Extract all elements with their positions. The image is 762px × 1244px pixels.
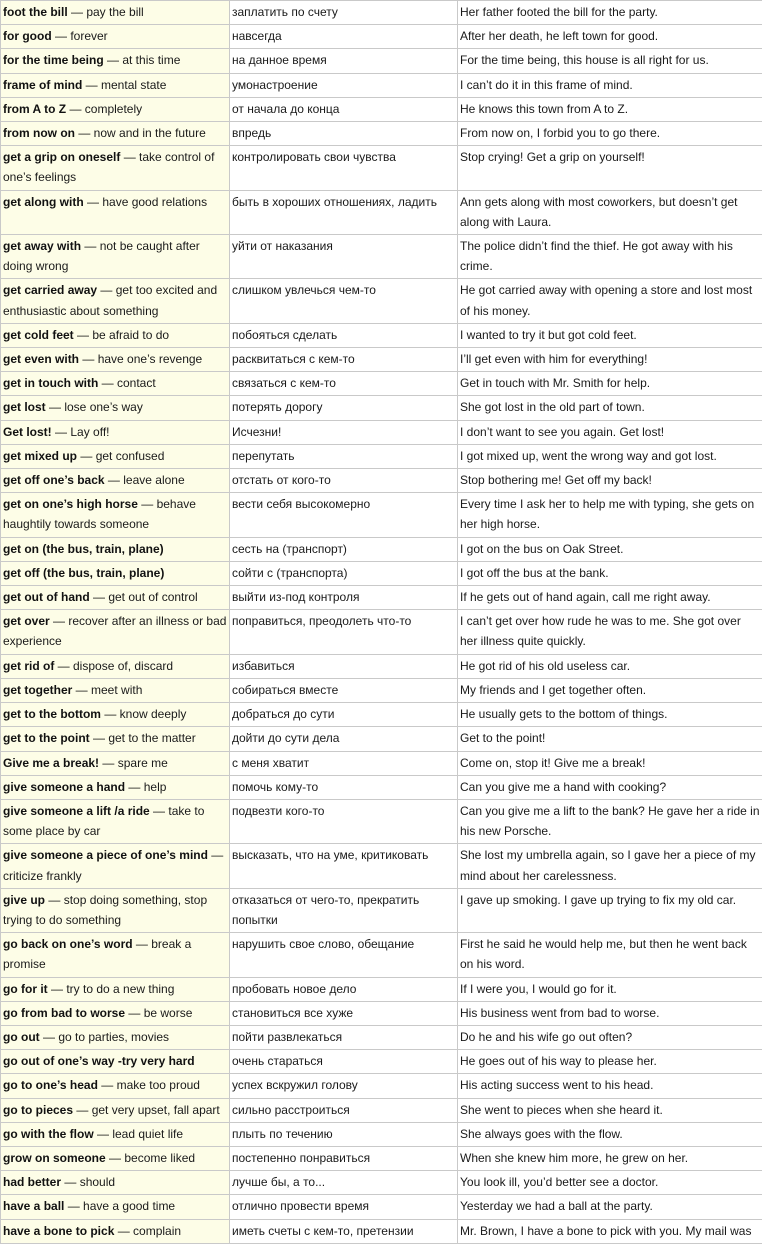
table-row — [1, 703, 762, 727]
idiom-cell — [1, 888, 230, 932]
idiom-meaning: mental state — [101, 78, 166, 92]
idiom-cell — [1, 444, 230, 468]
translation-cell: поправиться, преодолеть что-то — [230, 610, 458, 654]
example-cell: Stop crying! Get a grip on yourself! — [458, 146, 762, 190]
idiom-phrase: frame of mind — [3, 78, 82, 92]
idiom-meaning: at this time — [122, 53, 180, 67]
table-row — [1, 1171, 762, 1195]
translation-cell: отстать от кого-то — [230, 469, 458, 493]
table-row — [1, 493, 762, 537]
example-cell: If I were you, I would go for it. — [458, 977, 762, 1001]
example-cell: Stop bothering me! Get off my back! — [458, 469, 762, 493]
idiom-cell — [1, 122, 230, 146]
table-row — [1, 775, 762, 799]
dash-separator: — — [138, 497, 157, 511]
dash-separator: — — [77, 449, 96, 463]
idiom-cell — [1, 751, 230, 775]
idiom-cell — [1, 537, 230, 561]
table-row — [1, 888, 762, 932]
example-cell: You look ill, you’d better see a doctor. — [458, 1171, 762, 1195]
idiom-phrase: go with the flow — [3, 1127, 94, 1141]
example-cell: My friends and I get together often. — [458, 678, 762, 702]
idiom-cell — [1, 1025, 230, 1049]
idiom-phrase: get a grip on oneself — [3, 150, 120, 164]
dash-separator: — — [105, 473, 124, 487]
idiom-phrase: from A to Z — [3, 102, 66, 116]
dash-separator: — — [52, 29, 71, 43]
idiom-cell — [1, 775, 230, 799]
translation-cell: сесть на (транспорт) — [230, 537, 458, 561]
idiom-cell — [1, 25, 230, 49]
table-row — [1, 469, 762, 493]
translation-cell: помочь кому-то — [230, 775, 458, 799]
dash-separator: — — [90, 731, 109, 745]
idiom-cell — [1, 610, 230, 654]
dash-separator: — — [52, 425, 71, 439]
example-cell: He got carried away with opening a store and lost most of his money. — [458, 279, 762, 323]
dash-separator: — — [46, 400, 65, 414]
idiom-meaning: help — [144, 780, 167, 794]
idiom-meaning: stop doing something, stop trying to do something — [3, 893, 207, 927]
table-row — [1, 933, 762, 977]
example-cell: Her father footed the bill for the party. — [458, 1, 762, 25]
dash-separator: — — [61, 1175, 80, 1189]
idiom-meaning: make too proud — [117, 1078, 200, 1092]
idiom-cell — [1, 1146, 230, 1170]
dash-separator: — — [40, 1030, 59, 1044]
table-row — [1, 1195, 762, 1219]
translation-cell: связаться с кем-то — [230, 372, 458, 396]
example-cell: After her death, he left town for good. — [458, 25, 762, 49]
idiom-meaning: lead quiet life — [112, 1127, 183, 1141]
idiom-meaning: become liked — [124, 1151, 195, 1165]
idiom-phrase: foot the bill — [3, 5, 68, 19]
example-cell: I got off the bus at the bank. — [458, 561, 762, 585]
idiom-phrase: get out of hand — [3, 590, 90, 604]
idiom-phrase: give someone a lift /a ride — [3, 804, 150, 818]
dash-separator: — — [72, 683, 91, 697]
idiom-meaning: take control of one’s feelings — [3, 150, 214, 184]
idiom-phrase: get to the point — [3, 731, 90, 745]
idiom-meaning: take to some place by car — [3, 804, 204, 838]
idiom-meaning: break a promise — [3, 937, 191, 971]
table-row — [1, 372, 762, 396]
idiom-cell — [1, 844, 230, 888]
dash-separator: — — [81, 239, 100, 253]
translation-cell: отлично провести время — [230, 1195, 458, 1219]
table-row — [1, 444, 762, 468]
table-row — [1, 586, 762, 610]
idiom-cell — [1, 420, 230, 444]
example-cell: The police didn’t find the thief. He got away with his crime. — [458, 235, 762, 279]
table-row — [1, 727, 762, 751]
example-cell: Do he and his wife go out often? — [458, 1025, 762, 1049]
idiom-cell — [1, 1171, 230, 1195]
idiom-cell — [1, 933, 230, 977]
idiom-cell — [1, 190, 230, 234]
example-cell: She went to pieces when she heard it. — [458, 1098, 762, 1122]
idiom-meaning: behave haughtily towards someone — [3, 497, 196, 531]
idiom-phrase: get mixed up — [3, 449, 77, 463]
table-row — [1, 420, 762, 444]
translation-cell: избавиться — [230, 654, 458, 678]
idiom-meaning: dispose of, discard — [73, 659, 173, 673]
idiom-meaning: forever — [70, 29, 107, 43]
idiom-meaning: try to do a new thing — [66, 982, 174, 996]
idiom-phrase: get on one’s high horse — [3, 497, 138, 511]
idiom-cell — [1, 372, 230, 396]
idiom-phrase: go to pieces — [3, 1103, 73, 1117]
idiom-meaning: have a good time — [83, 1199, 175, 1213]
idiom-phrase: get even with — [3, 352, 79, 366]
example-cell: He knows this town from A to Z. — [458, 97, 762, 121]
idiom-phrase: get over — [3, 614, 50, 628]
idiom-phrase: give someone a hand — [3, 780, 125, 794]
idiom-cell — [1, 493, 230, 537]
example-cell: From now on, I forbid you to go there. — [458, 122, 762, 146]
table-row — [1, 1, 762, 25]
dash-separator: — — [66, 102, 85, 116]
idiom-meaning: lose one’s way — [64, 400, 143, 414]
dash-separator: — — [98, 1078, 117, 1092]
translation-cell: становиться все хуже — [230, 1001, 458, 1025]
example-cell: She always goes with the flow. — [458, 1122, 762, 1146]
idiom-meaning: get too excited and enthusiastic about something — [3, 283, 217, 317]
dash-separator: — — [90, 590, 109, 604]
idiom-phrase: grow on someone — [3, 1151, 106, 1165]
idiom-phrase: go out — [3, 1030, 40, 1044]
translation-cell: впредь — [230, 122, 458, 146]
example-cell: I can’t do it in this frame of mind. — [458, 73, 762, 97]
idiom-meaning: leave alone — [123, 473, 184, 487]
idiom-phrase: get carried away — [3, 283, 97, 297]
example-cell: Get in touch with Mr. Smith for help. — [458, 372, 762, 396]
dash-separator: — — [125, 780, 144, 794]
idiom-cell — [1, 323, 230, 347]
dash-separator: — — [75, 126, 94, 140]
idiom-meaning: meet with — [91, 683, 142, 697]
table-row — [1, 25, 762, 49]
example-cell: For the time being, this house is all right for us. — [458, 49, 762, 73]
idiom-cell — [1, 73, 230, 97]
idiom-phrase: from now on — [3, 126, 75, 140]
table-row — [1, 279, 762, 323]
idiom-cell — [1, 586, 230, 610]
table-row — [1, 537, 762, 561]
translation-cell: высказать, что на уме, критиковать — [230, 844, 458, 888]
translation-cell: лучше бы, а то... — [230, 1171, 458, 1195]
idiom-phrase: go out of one’s way -try very hard — [3, 1054, 195, 1068]
translation-cell: отказаться от чего-то, прекратить попытки — [230, 888, 458, 932]
translation-cell: контролировать свои чувства — [230, 146, 458, 190]
translation-cell: успех вскружил голову — [230, 1074, 458, 1098]
table-row — [1, 1219, 762, 1243]
idiom-phrase: get together — [3, 683, 72, 697]
table-row — [1, 1146, 762, 1170]
example-cell: Ann gets along with most coworkers, but doesn’t get along with Laura. — [458, 190, 762, 234]
example-cell: His acting success went to his head. — [458, 1074, 762, 1098]
translation-cell: сильно расстроиться — [230, 1098, 458, 1122]
table-row — [1, 190, 762, 234]
dash-separator: — — [125, 1006, 144, 1020]
dash-separator: — — [98, 376, 117, 390]
translation-cell: очень стараться — [230, 1050, 458, 1074]
idiom-cell — [1, 1195, 230, 1219]
idiom-cell — [1, 1, 230, 25]
translation-cell: выйти из-под контроля — [230, 586, 458, 610]
table-row — [1, 73, 762, 97]
idiom-cell — [1, 1001, 230, 1025]
example-cell: Come on, stop it! Give me a break! — [458, 751, 762, 775]
example-cell: Can you give me a lift to the bank? He gave her a ride in his new Porsche. — [458, 799, 762, 843]
idiom-cell — [1, 146, 230, 190]
idiom-meaning: Lay off! — [70, 425, 109, 439]
dash-separator: — — [97, 283, 116, 297]
table-row — [1, 610, 762, 654]
idiom-cell — [1, 678, 230, 702]
translation-cell: с меня хватит — [230, 751, 458, 775]
translation-cell: иметь счеты с кем-то, претензии — [230, 1219, 458, 1243]
table-row — [1, 1025, 762, 1049]
idiom-meaning: not be caught after doing wrong — [3, 239, 200, 273]
idiom-cell — [1, 279, 230, 323]
table-row — [1, 348, 762, 372]
idiom-phrase: get rid of — [3, 659, 54, 673]
dash-separator: — — [79, 352, 98, 366]
idiom-phrase: get off (the bus, train, plane) — [3, 566, 164, 580]
table-row — [1, 323, 762, 347]
idiom-cell — [1, 561, 230, 585]
example-cell: Every time I ask her to help me with typing, she gets on her high horse. — [458, 493, 762, 537]
translation-cell: заплатить по счету — [230, 1, 458, 25]
translation-cell: вести себя высокомерно — [230, 493, 458, 537]
idiom-meaning: completely — [85, 102, 142, 116]
idiom-phrase: get on (the bus, train, plane) — [3, 542, 164, 556]
idiom-phrase: give up — [3, 893, 45, 907]
idiom-meaning: get to the matter — [108, 731, 195, 745]
dash-separator: — — [74, 328, 93, 342]
idiom-phrase: give someone a piece of one’s mind — [3, 848, 208, 862]
idiom-meaning: should — [80, 1175, 115, 1189]
idiom-meaning: spare me — [118, 756, 168, 770]
idiom-phrase: get lost — [3, 400, 46, 414]
translation-cell: слишком увлечься чем-то — [230, 279, 458, 323]
table-row — [1, 1098, 762, 1122]
example-cell: I can’t get over how rude he was to me. She got over her illness quite quickly. — [458, 610, 762, 654]
idiom-cell — [1, 654, 230, 678]
example-cell: She got lost in the old part of town. — [458, 396, 762, 420]
idiom-phrase: get off one’s back — [3, 473, 105, 487]
idiom-phrase: go to one’s head — [3, 1078, 98, 1092]
idiom-cell — [1, 799, 230, 843]
idiom-cell — [1, 1074, 230, 1098]
table-row — [1, 122, 762, 146]
idiom-meaning: get out of control — [108, 590, 197, 604]
translation-cell: на данное время — [230, 49, 458, 73]
example-cell: Can you give me a hand with cooking? — [458, 775, 762, 799]
idiom-phrase: have a ball — [3, 1199, 64, 1213]
translation-cell: навсегда — [230, 25, 458, 49]
table-row — [1, 799, 762, 843]
dash-separator: — — [106, 1151, 125, 1165]
table-row — [1, 678, 762, 702]
idiom-meaning: go to parties, movies — [58, 1030, 169, 1044]
dash-separator: — — [208, 848, 223, 862]
example-cell: Get to the point! — [458, 727, 762, 751]
translation-cell: Исчезни! — [230, 420, 458, 444]
dash-separator: — — [45, 893, 64, 907]
idiom-cell — [1, 235, 230, 279]
dash-separator: — — [48, 982, 67, 996]
idiom-phrase: had better — [3, 1175, 61, 1189]
idiom-phrase: get to the bottom — [3, 707, 101, 721]
dash-separator: — — [68, 5, 87, 19]
dash-separator: — — [150, 804, 169, 818]
example-cell: She lost my umbrella again, so I gave her a piece of my mind about her carelessness. — [458, 844, 762, 888]
dash-separator: — — [64, 1199, 83, 1213]
idiom-phrase: go back on one’s word — [3, 937, 133, 951]
idiom-phrase: go from bad to worse — [3, 1006, 125, 1020]
example-cell: He got rid of his old useless car. — [458, 654, 762, 678]
table-row — [1, 97, 762, 121]
idiom-meaning: know deeply — [120, 707, 187, 721]
idiom-meaning: get confused — [96, 449, 165, 463]
translation-cell: подвезти кого-то — [230, 799, 458, 843]
idiom-cell — [1, 97, 230, 121]
example-cell: When she knew him more, he grew on her. — [458, 1146, 762, 1170]
idiom-cell — [1, 703, 230, 727]
dash-separator: — — [104, 53, 123, 67]
table-row — [1, 844, 762, 888]
idiom-meaning: have good relations — [102, 195, 207, 209]
translation-cell: умонастроение — [230, 73, 458, 97]
idiom-meaning: recover after an illness or bad experience — [3, 614, 226, 648]
example-cell: His business went from bad to worse. — [458, 1001, 762, 1025]
dash-separator: — — [54, 659, 73, 673]
translation-cell: плыть по течению — [230, 1122, 458, 1146]
translation-cell: дойти до сути дела — [230, 727, 458, 751]
idiom-meaning: pay the bill — [86, 5, 143, 19]
table-row — [1, 977, 762, 1001]
translation-cell: сойти с (транспорта) — [230, 561, 458, 585]
idiom-phrase: Give me a break! — [3, 756, 99, 770]
translation-cell: побояться сделать — [230, 323, 458, 347]
dash-separator: — — [133, 937, 152, 951]
idiom-meaning: complain — [133, 1224, 181, 1238]
idiom-phrase: have a bone to pick — [3, 1224, 114, 1238]
idiom-meaning: be worse — [144, 1006, 193, 1020]
dash-separator: — — [73, 1103, 92, 1117]
example-cell: I wanted to try it but got cold feet. — [458, 323, 762, 347]
table-row — [1, 1050, 762, 1074]
idiom-meaning: now and in the future — [94, 126, 206, 140]
table-row — [1, 49, 762, 73]
translation-cell: постепенно понравиться — [230, 1146, 458, 1170]
dash-separator: — — [84, 195, 103, 209]
table-row — [1, 1122, 762, 1146]
table-row — [1, 1001, 762, 1025]
idiom-cell — [1, 1122, 230, 1146]
dash-separator: — — [99, 756, 118, 770]
example-cell: I don’t want to see you again. Get lost! — [458, 420, 762, 444]
idiom-cell — [1, 1219, 230, 1243]
example-cell: I got on the bus on Oak Street. — [458, 537, 762, 561]
translation-cell: от начала до конца — [230, 97, 458, 121]
idiom-cell — [1, 396, 230, 420]
translation-cell: добраться до сути — [230, 703, 458, 727]
translation-cell: пойти развлекаться — [230, 1025, 458, 1049]
dash-separator: — — [94, 1127, 113, 1141]
translation-cell: перепутать — [230, 444, 458, 468]
table-row — [1, 396, 762, 420]
idiom-phrase: get away with — [3, 239, 81, 253]
table-row — [1, 1074, 762, 1098]
idiom-phrase: for good — [3, 29, 52, 43]
example-cell: I gave up smoking. I gave up trying to fix my old car. — [458, 888, 762, 932]
translation-cell: уйти от наказания — [230, 235, 458, 279]
idiom-cell — [1, 727, 230, 751]
idiom-meaning: get very upset, fall apart — [92, 1103, 220, 1117]
idiom-cell — [1, 977, 230, 1001]
table-row — [1, 751, 762, 775]
idiom-phrase: Get lost! — [3, 425, 52, 439]
idiom-cell — [1, 469, 230, 493]
idiom-phrase: get along with — [3, 195, 84, 209]
example-cell: He usually gets to the bottom of things. — [458, 703, 762, 727]
idiom-meaning: criticize frankly — [3, 869, 82, 883]
dash-separator: — — [114, 1224, 133, 1238]
dash-separator: — — [50, 614, 69, 628]
translation-cell: потерять дорогу — [230, 396, 458, 420]
idiom-phrase: go for it — [3, 982, 48, 996]
dash-separator: — — [101, 707, 120, 721]
example-cell: If he gets out of hand again, call me right away. — [458, 586, 762, 610]
translation-cell: собираться вместе — [230, 678, 458, 702]
idiom-phrase: get in touch with — [3, 376, 98, 390]
dash-separator: — — [82, 78, 101, 92]
idioms-table-body — [1, 1, 762, 1244]
table-row — [1, 235, 762, 279]
example-cell: He goes out of his way to please her. — [458, 1050, 762, 1074]
dash-separator: — — [120, 150, 139, 164]
idiom-cell — [1, 1098, 230, 1122]
table-row — [1, 561, 762, 585]
table-row — [1, 146, 762, 190]
idiom-cell — [1, 1050, 230, 1074]
idiom-meaning: be afraid to do — [92, 328, 169, 342]
example-cell: Mr. Brown, I have a bone to pick with you. My mail was — [458, 1219, 762, 1243]
translation-cell: расквитаться с кем-то — [230, 348, 458, 372]
example-cell: I’ll get even with him for everything! — [458, 348, 762, 372]
idiom-meaning: contact — [117, 376, 156, 390]
idiom-cell — [1, 49, 230, 73]
table-row — [1, 654, 762, 678]
idiom-cell — [1, 348, 230, 372]
translation-cell: пробовать новое дело — [230, 977, 458, 1001]
example-cell: First he said he would help me, but then he went back on his word. — [458, 933, 762, 977]
example-cell: I got mixed up, went the wrong way and got lost. — [458, 444, 762, 468]
example-cell: Yesterday we had a ball at the party. — [458, 1195, 762, 1219]
idiom-phrase: get cold feet — [3, 328, 74, 342]
translation-cell: нарушить свое слово, обещание — [230, 933, 458, 977]
translation-cell: быть в хороших отношениях, ладить — [230, 190, 458, 234]
idiom-phrase: for the time being — [3, 53, 104, 67]
idiom-meaning: have one’s revenge — [98, 352, 203, 366]
